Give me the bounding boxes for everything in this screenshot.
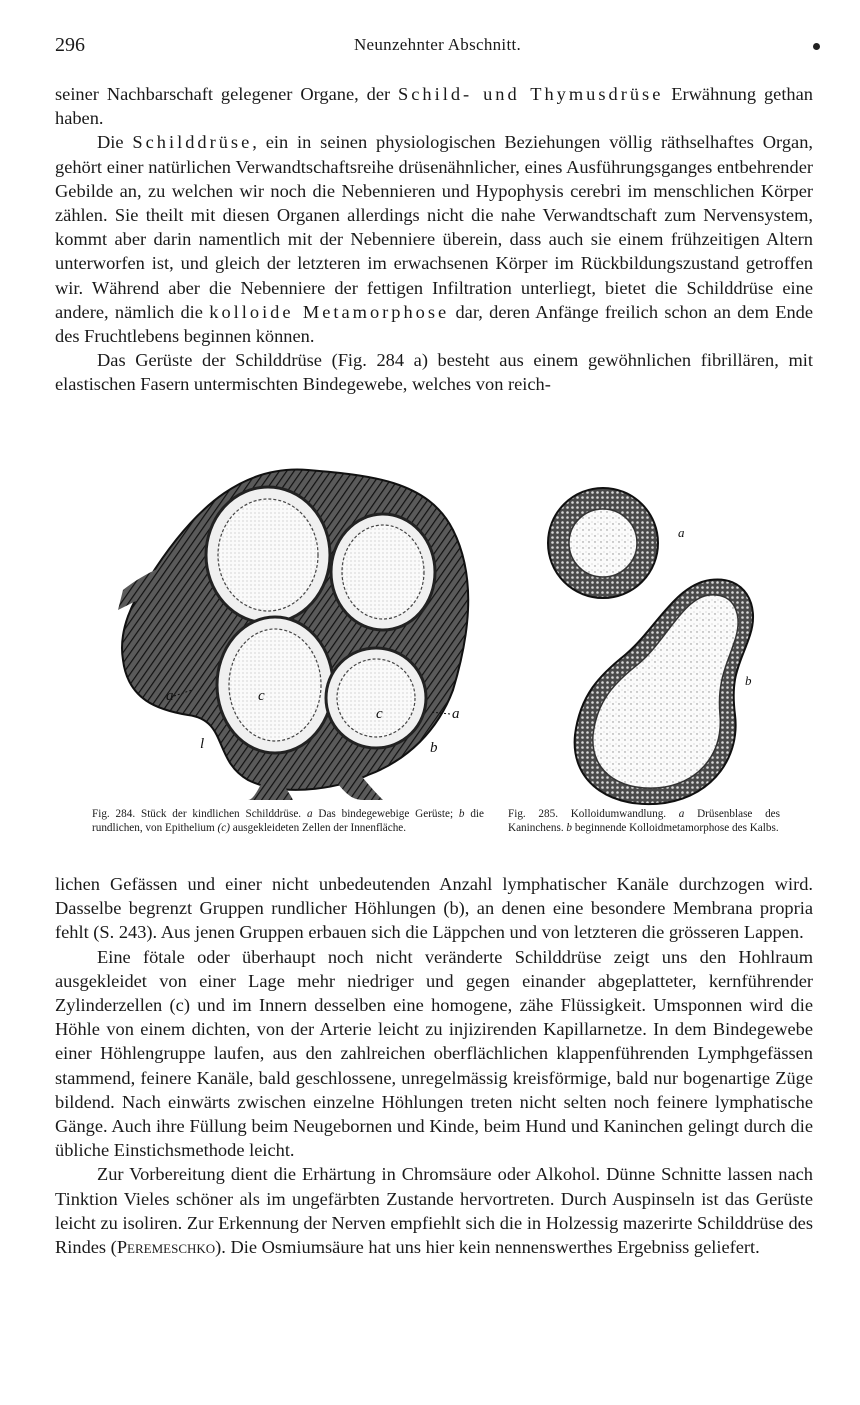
follicle [206, 487, 330, 623]
page-number: 296 [55, 34, 85, 56]
gland-vesicle-a [548, 488, 658, 598]
paragraph: Die Schilddrüse, ein in seinen physiologischen Beziehungen völlig räthselhaftes Organ, gehört einer natürlichen Verwandtschaftsreihe drüsenähnlicher, eines Ausführungsganges entbehrender Gebilde an, zu welchen wir noch die Nebennieren und Hypophysis cerebri im menschlichen Körper zählen. Sie theilt mit diesen Organen allerdings nicht die nahe Verwandtschaft zum Nervensystem, kommt aber darin namentlich mit der Nebenniere überein, dass auch sie einem frühzeitigen Altern unterworfen ist, und gleich der letzteren im erwachsenen Körper im Rückbildungszustand getroffen wir. Während aber die Nebenniere der fettigen Infiltration unterliegt, bietet die Schilddrüse eine andere, nämlich die kolloide Metamorphose dar, deren Anfänge freilich schon an dem Ende des Fruchtlebens beginnen können. [55, 132, 813, 347]
paragraph: lichen Gefässen und einer nicht unbedeutenden Anzahl lymphatischer Kanäle durchzogen wird. Dasselbe begrenzt Gruppen rundlicher Höhlungen (b), an denen eine besondere Membrana propria fehlt (S. 243). Aus jenen Gruppen erbauen sich die Läppchen und von letzteren die grösseren Lappen. [55, 874, 813, 943]
paragraph: Eine fötale oder überhaupt noch nicht veränderte Schilddrüse zeigt uns den Hohlraum ausgekleidet von einer Lage mehr niedriger und gegen einander abgeplatteter, kernführender Zylinderzellen (c) und im Innern desselben eine homogene, zähe Flüssigkeit. Umsponnen wird die Höhle von einem dichten, von der Arterie leicht zu injizirenden Kapillarnetze. In dem Bindegewebe einer Höhlengruppe laufen, aus den zahlreichen oberflächlichen klappenführenden Lymphgefässen stammend, feinere Kanäle, bald geschlossene, unregelmässig kreisförmige, bald nur bogenartige Züge bildend. Nach einwärts zwischen einzelne Höhlungen treten nicht selten noch feinere lymphatische Gänge. Auch ihre Füllung beim Neugebornen und Kinde, beim Hund und Kaninchen gelingt durch die übliche Einstichsmethode leicht. [55, 946, 813, 1161]
figure-label: a [166, 688, 174, 704]
paragraph: Zur Vorbereitung dient die Erhärtung in Chromsäure oder Alkohol. Dünne Schnitte lassen nach Tinktion Vieles schöner als im ungefärbten Zustande hervortreten. Durch Auspinseln ist das Gerüste leicht zu isoliren. Zur Erkennung der Nerven empfiehlt sich die in Holzessig mazerirte Schilddrüse des Rindes (Peremeschko). Die Osmiumsäure hat uns hier kein nennenswerthes Ergebniss geliefert. [55, 1164, 813, 1258]
gland-vesicle-b [575, 579, 753, 804]
figure-label: b [745, 673, 752, 688]
text-block-bottom [55, 872, 813, 1259]
figure-label: l [200, 736, 205, 752]
running-title: Neunzehnter Abschnitt. [353, 35, 522, 54]
figure-label: a [452, 706, 460, 722]
follicle [326, 648, 426, 748]
figure-label: c [376, 706, 383, 722]
paragraph: Das Gerüste der Schilddrüse (Fig. 284 a) besteht aus einem gewöhnlichen fibrillären, mit elastischen Fasern untermischten Bindegewebe, welches von reich- [55, 350, 813, 395]
figure-285-colloid [545, 485, 770, 810]
figure-area [0, 450, 860, 870]
figure-284-thyroid-section [118, 460, 480, 800]
figure-285-caption: Fig. 285. Kolloidumwandlung. a Drüsenblase des Kaninchens. b beginnende Kolloidmetamorphose des Kalbs. [508, 808, 780, 834]
figure-label: c [258, 688, 265, 704]
figure-label: b [430, 740, 438, 756]
figure-label: a [678, 525, 685, 540]
page-header [55, 34, 820, 62]
follicle [217, 617, 333, 753]
tissue-strand [333, 772, 383, 800]
ink-dot [813, 43, 820, 50]
paragraph: seiner Nachbarschaft gelegener Organe, der Schild- und Thymusdrüse Erwähnung gethan haben. [55, 84, 813, 129]
figure-284-caption: Fig. 284. Stück der kindlichen Schilddrüse. a Das bindegewebige Gerüste; b die rundlichen, von Epithelium (c) ausgekleideten Zellen der Innenfläche. [92, 808, 484, 834]
follicle [331, 514, 435, 630]
text-block-top [55, 82, 813, 397]
